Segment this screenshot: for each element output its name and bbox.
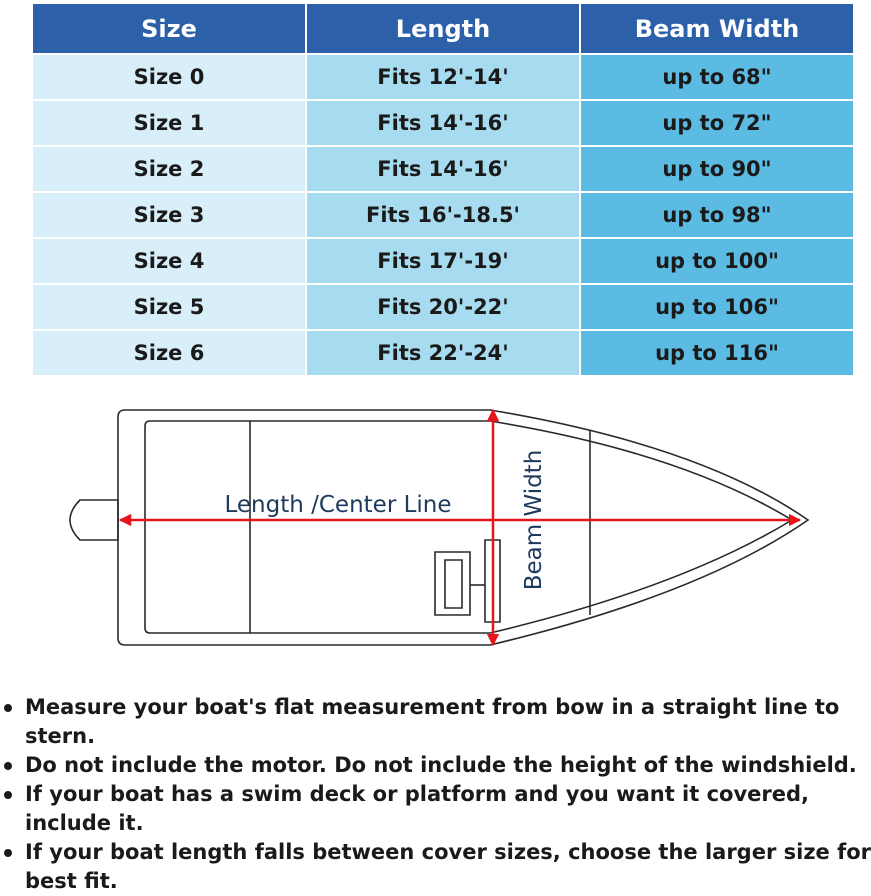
table-row — [32, 192, 854, 238]
measurement-notes — [0, 693, 871, 896]
motor-outline — [70, 500, 118, 540]
cell-length: Fits 22'-24' — [306, 330, 580, 375]
table-header-row — [32, 4, 854, 54]
table-row — [32, 330, 854, 375]
cell-length: Fits 17'-19' — [306, 238, 580, 284]
cell-size: Size 1 — [32, 100, 306, 146]
table-row — [32, 238, 854, 284]
table-row — [32, 284, 854, 330]
cell-beam-width: up to 100" — [580, 238, 854, 284]
length-label: Length /Center Line — [224, 492, 452, 518]
note-item: Measure your boat's flat measurement from bow in a straight line to stern. — [0, 693, 871, 751]
cell-size: Size 0 — [32, 54, 306, 100]
beam-width-label: Beam Width — [521, 449, 547, 591]
cell-size: Size 6 — [32, 330, 306, 375]
cell-length: Fits 16'-18.5' — [306, 192, 580, 238]
table-row — [32, 146, 854, 192]
cell-size: Size 5 — [32, 284, 306, 330]
cell-length: Fits 14'-16' — [306, 100, 580, 146]
boat-outline — [70, 410, 808, 645]
cell-length: Fits 12'-14' — [306, 54, 580, 100]
note-item: If your boat length falls between cover sizes, choose the larger size for best fit. — [0, 838, 871, 896]
note-item: If your boat has a swim deck or platform and you want it covered, include it. — [0, 780, 871, 838]
cell-length: Fits 14'-16' — [306, 146, 580, 192]
cell-beam-width: up to 98" — [580, 192, 854, 238]
cell-beam-width: up to 68" — [580, 54, 854, 100]
table-row — [32, 100, 854, 146]
cell-beam-width: up to 106" — [580, 284, 854, 330]
cell-size: Size 2 — [32, 146, 306, 192]
cell-size: Size 4 — [32, 238, 306, 284]
boat-measurement-diagram — [0, 390, 871, 660]
cell-size: Size 3 — [32, 192, 306, 238]
header-length: Length — [306, 4, 580, 54]
header-size: Size — [32, 4, 306, 54]
console-outline — [435, 552, 470, 615]
table-row — [32, 54, 854, 100]
note-item: Do not include the motor. Do not include the height of the windshield. — [0, 751, 871, 780]
header-beam-width: Beam Width — [580, 4, 854, 54]
size-chart-table — [31, 4, 855, 375]
cell-beam-width: up to 72" — [580, 100, 854, 146]
cell-beam-width: up to 116" — [580, 330, 854, 375]
cell-length: Fits 20'-22' — [306, 284, 580, 330]
cell-beam-width: up to 90" — [580, 146, 854, 192]
